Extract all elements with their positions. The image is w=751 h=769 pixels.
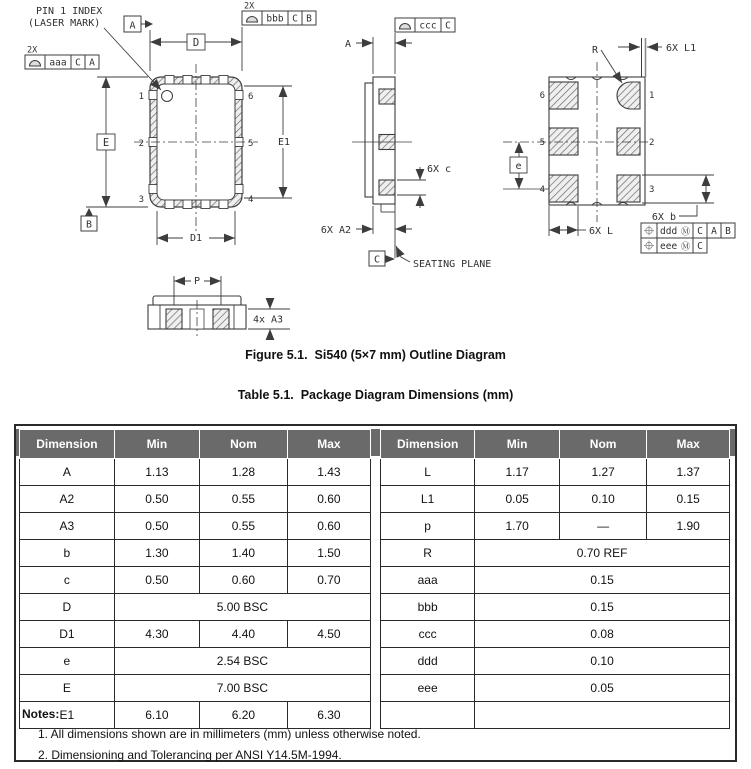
value-cell: 6.10: [114, 702, 199, 729]
pin-number: 3: [649, 185, 655, 195]
dim-6x-a2: [356, 206, 412, 234]
pin-number: 6: [539, 91, 545, 101]
side-view: [352, 77, 412, 258]
table-row: [381, 648, 730, 675]
pin-number: 4: [539, 185, 545, 195]
fcf-aaa-ref1: C: [75, 57, 81, 69]
value-cell: 0.70: [287, 567, 370, 594]
dim-cell: E: [20, 675, 115, 702]
dim-6x-l1-label: 6X L1: [666, 43, 697, 54]
datum-a-label: A: [129, 20, 136, 32]
land-pad: [617, 128, 640, 155]
value-cell: 0.10: [560, 486, 647, 513]
dim-cell: b: [20, 540, 115, 567]
dim-cell: A2: [20, 486, 115, 513]
fcf-ccc-ref1: C: [445, 20, 451, 32]
col-header-dimension: Dimension: [20, 430, 115, 459]
table-row: [381, 567, 730, 594]
profile-surface-icon: [30, 61, 41, 67]
note-item: 2. Dimensioning and Tolerancing per ANSI Y14.5M-1994.: [38, 748, 342, 762]
table-row: [381, 621, 730, 648]
table-row: [20, 648, 371, 675]
side-pad: [379, 180, 395, 195]
pin1-callout-line1: PIN 1 INDEX: [36, 6, 103, 17]
value-cell: 1.27: [560, 459, 647, 486]
pin-number: 2: [649, 138, 655, 148]
value-cell: 4.40: [200, 621, 288, 648]
value-cell: 1.30: [114, 540, 199, 567]
datum-c-label: C: [373, 254, 381, 266]
pin-number: 5: [539, 138, 545, 148]
col-header-min: Min: [475, 430, 560, 459]
table-caption: Table 5.1. Package Diagram Dimensions (mm): [237, 388, 514, 402]
table-row: [381, 459, 730, 486]
outline-diagram: [0, 0, 751, 345]
fcf-ddd-ref3: B: [725, 226, 731, 237]
land-pad: [617, 175, 640, 202]
value-cell: 0.50: [114, 567, 199, 594]
table-row: [381, 675, 730, 702]
profile-view: [148, 296, 246, 336]
r-label: R: [591, 45, 598, 56]
land-pad-pin1: [617, 82, 640, 109]
col-header-max: Max: [647, 430, 730, 459]
value-cell: 6.20: [200, 702, 288, 729]
value-cell: 1.17: [475, 459, 560, 486]
value-cell: 0.50: [114, 486, 199, 513]
value-cell: 0.60: [200, 567, 288, 594]
dim-cell: L1: [381, 486, 475, 513]
dim-cell: p: [381, 513, 475, 540]
dim-P-label: P: [193, 276, 201, 287]
col-header-min: Min: [114, 430, 199, 459]
table-row: [20, 567, 371, 594]
col-header-max: Max: [287, 430, 370, 459]
fcf-aaa-ref2: A: [89, 57, 95, 69]
dim-4x-a3-label: 4x A3: [252, 314, 284, 326]
value-cell: 4.50: [287, 621, 370, 648]
table-row: [20, 540, 371, 567]
value-cell: 0.50: [114, 513, 199, 540]
dim-E1-label: E1: [277, 137, 291, 148]
pin-number: 1: [649, 91, 655, 101]
profile-pad: [213, 309, 229, 329]
dim-cell: A3: [20, 513, 115, 540]
pin-number: 4: [248, 195, 254, 205]
value-cell: 0.55: [200, 513, 288, 540]
fcf-bbb-ref1: C: [292, 13, 298, 25]
fcf-ddd-ref1: C: [697, 226, 703, 237]
seating-plane-label: SEATING PLANE: [413, 259, 492, 270]
dim-6x-c: [397, 167, 426, 208]
dim-6x-l: [549, 206, 586, 236]
value-cell: 0.60: [287, 486, 370, 513]
value-cell: 0.05: [475, 486, 560, 513]
pin1-leader: [104, 28, 161, 90]
dim-6x-b: [642, 175, 714, 216]
value-cell: 0.70 REF: [475, 540, 730, 567]
fcf-bbb-ref2: B: [306, 13, 312, 25]
fcf-eee-ref1: C: [697, 241, 703, 252]
value-cell: 4.30: [114, 621, 199, 648]
dim-E-label: E: [102, 137, 110, 149]
value-cell: 0.05: [475, 675, 730, 702]
pin1-callout-line2: (LASER MARK): [28, 18, 101, 29]
col-header-nom: Nom: [200, 430, 288, 459]
value-cell: 0.15: [475, 594, 730, 621]
fcf-aaa-qty: 2X: [27, 45, 38, 56]
fcf-bbb-tol: bbb: [266, 13, 284, 25]
position-tolerance-icon: [644, 241, 654, 251]
dim-A: [356, 33, 412, 74]
dim-6x-l-label: 6X L: [589, 226, 614, 237]
dim-cell: bbb: [381, 594, 475, 621]
value-cell: 1.28: [200, 459, 288, 486]
table-row: [381, 513, 730, 540]
profile-surface-icon: [400, 24, 411, 29]
dim-cell: c: [20, 567, 115, 594]
col-header-dimension: Dimension: [381, 430, 475, 459]
datum-b-label: B: [85, 219, 93, 231]
fcf-bbb-qty: 2X: [244, 1, 255, 12]
value-cell: 0.55: [200, 486, 288, 513]
dim-cell: ccc: [381, 621, 475, 648]
dim-e-pitch-label: e: [515, 161, 522, 172]
front-view: [134, 64, 258, 240]
dimensions-table-left: [19, 429, 371, 729]
value-cell: 7.00 BSC: [114, 675, 370, 702]
col-header-nom: Nom: [560, 430, 647, 459]
pin-number: 2: [138, 139, 144, 149]
pin-number: 5: [248, 139, 254, 149]
dimensions-table-right: [380, 429, 730, 729]
pin-number: 1: [138, 92, 144, 102]
dim-6x-a2-label: 6X A2: [320, 225, 351, 236]
table-row: [20, 675, 371, 702]
value-cell: [475, 702, 730, 729]
value-cell: 0.10: [475, 648, 730, 675]
dim-6x-b-label: 6X b: [651, 212, 676, 223]
dim-cell: D1: [20, 621, 115, 648]
value-cell: 6.30: [287, 702, 370, 729]
datum-a-flag: [124, 16, 153, 32]
value-cell: 2.54 BSC: [114, 648, 370, 675]
dim-cell: A: [20, 459, 115, 486]
value-cell: —: [560, 513, 647, 540]
datum-c-flag: [369, 251, 395, 266]
value-cell: 0.15: [647, 486, 730, 513]
fcf-ddd-ref2: A: [711, 226, 717, 237]
header-row: [381, 430, 730, 459]
profile-pad: [166, 309, 182, 329]
value-cell: 1.43: [287, 459, 370, 486]
value-cell: 0.08: [475, 621, 730, 648]
dim-cell: aaa: [381, 567, 475, 594]
laser-mark-circle: [162, 91, 173, 102]
notes-section: [22, 707, 421, 769]
value-cell: 0.60: [287, 513, 370, 540]
value-cell: 1.40: [200, 540, 288, 567]
dim-cell: eee: [381, 675, 475, 702]
dim-D1-label: D1: [189, 233, 203, 244]
table-row: [20, 459, 371, 486]
fcf-eee-tol: eee: [660, 241, 678, 252]
value-cell: 0.15: [475, 567, 730, 594]
fcf-eee-mod: Ⓜ: [681, 242, 691, 253]
table-row: [20, 621, 371, 648]
dim-cell: L: [381, 459, 475, 486]
land-pad: [549, 82, 578, 109]
fcf-aaa-tol: aaa: [49, 57, 67, 69]
land-view: [503, 38, 650, 222]
profile-surface-icon: [247, 17, 258, 23]
header-row: [20, 430, 371, 459]
dim-cell: ddd: [381, 648, 475, 675]
dimensions-table-block: [14, 424, 737, 762]
table-row: [381, 540, 730, 567]
table-row: [381, 702, 730, 729]
seating-plane-leader: [396, 246, 410, 262]
note-item: 1. All dimensions shown are in millimeters (mm) unless otherwise noted.: [38, 727, 421, 741]
fcf-ddd-tol: ddd: [660, 226, 678, 237]
table-row: [20, 594, 371, 621]
dim-A-label: A: [344, 39, 351, 50]
dim-cell: R: [381, 540, 475, 567]
pin-number: 6: [248, 92, 254, 102]
value-cell: 1.37: [647, 459, 730, 486]
value-cell: 5.00 BSC: [114, 594, 370, 621]
fcf-ccc-tol: ccc: [419, 20, 437, 32]
table-row: [20, 513, 371, 540]
dim-cell: D: [20, 594, 115, 621]
dim-D-label: D: [192, 37, 200, 49]
dim-6x-c-label: 6X c: [427, 164, 452, 175]
table-row: [381, 594, 730, 621]
value-cell: 1.13: [114, 459, 199, 486]
table-row: [381, 486, 730, 513]
land-pad: [549, 175, 578, 202]
fcf-ddd-mod: Ⓜ: [681, 227, 691, 238]
position-tolerance-icon: [644, 226, 654, 236]
pin-number: 3: [138, 195, 144, 205]
value-cell: 1.90: [647, 513, 730, 540]
value-cell: 1.70: [475, 513, 560, 540]
figure-caption: Figure 5.1. Si540 (5×7 mm) Outline Diagram: [245, 348, 506, 362]
dim-cell: E1: [20, 702, 115, 729]
table-row: [20, 486, 371, 513]
side-pad: [379, 89, 395, 104]
notes-title: Notes:: [22, 707, 60, 721]
dim-cell: e: [20, 648, 115, 675]
side-lid: [365, 83, 373, 197]
land-pad: [549, 128, 578, 155]
value-cell: 1.50: [287, 540, 370, 567]
